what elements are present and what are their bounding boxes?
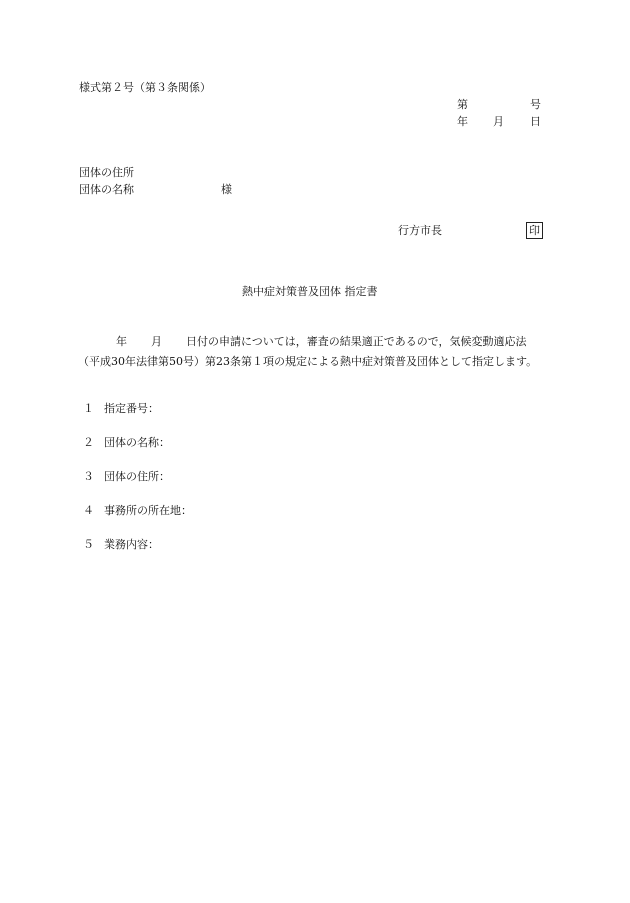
form-number: 様式第２号（第３条関係）: [79, 81, 211, 94]
list-item: [83, 471, 170, 482]
list-item: [83, 539, 159, 550]
body-month-label: 月: [151, 335, 162, 348]
body-line-2: （平成30年法律第50号）第23条第１項の規定による熱中症対策普及団体として指定します。: [78, 355, 538, 368]
recipient-address-label: 団体の住所: [79, 166, 134, 179]
body-line-1: [80, 332, 560, 352]
item-number: ２: [83, 436, 94, 449]
date-year-label: 年: [457, 115, 468, 128]
seal-box: 印: [526, 222, 543, 239]
issuer-title: 行方市長: [398, 224, 442, 237]
body-line-1-text: 日付の申請については，審査の結果適正であるので，気候変動適応法: [186, 335, 527, 348]
list-item: [83, 403, 159, 414]
item-number: ５: [83, 538, 94, 551]
doc-number-suffix: 号: [530, 98, 541, 111]
item-number: ３: [83, 470, 94, 483]
item-number: ４: [83, 504, 94, 517]
list-item: [83, 505, 192, 516]
item-label: 業務内容：: [104, 538, 159, 551]
item-number: １: [83, 402, 94, 415]
item-label: 事務所の所在地：: [104, 504, 192, 517]
document-title: 熱中症対策普及団体 指定書: [242, 285, 378, 298]
item-label: 団体の名称：: [104, 436, 170, 449]
doc-number-prefix: 第: [457, 98, 468, 111]
item-label: 団体の住所：: [104, 470, 170, 483]
recipient-name-label: 団体の名称: [79, 183, 134, 196]
item-label: 指定番号：: [104, 402, 159, 415]
date-month-label: 月: [493, 115, 504, 128]
body-paragraph: [80, 332, 560, 372]
body-year-label: 年: [116, 335, 127, 348]
recipient-honorific: 様: [221, 183, 232, 196]
list-item: [83, 437, 170, 448]
date-day-label: 日: [530, 115, 541, 128]
